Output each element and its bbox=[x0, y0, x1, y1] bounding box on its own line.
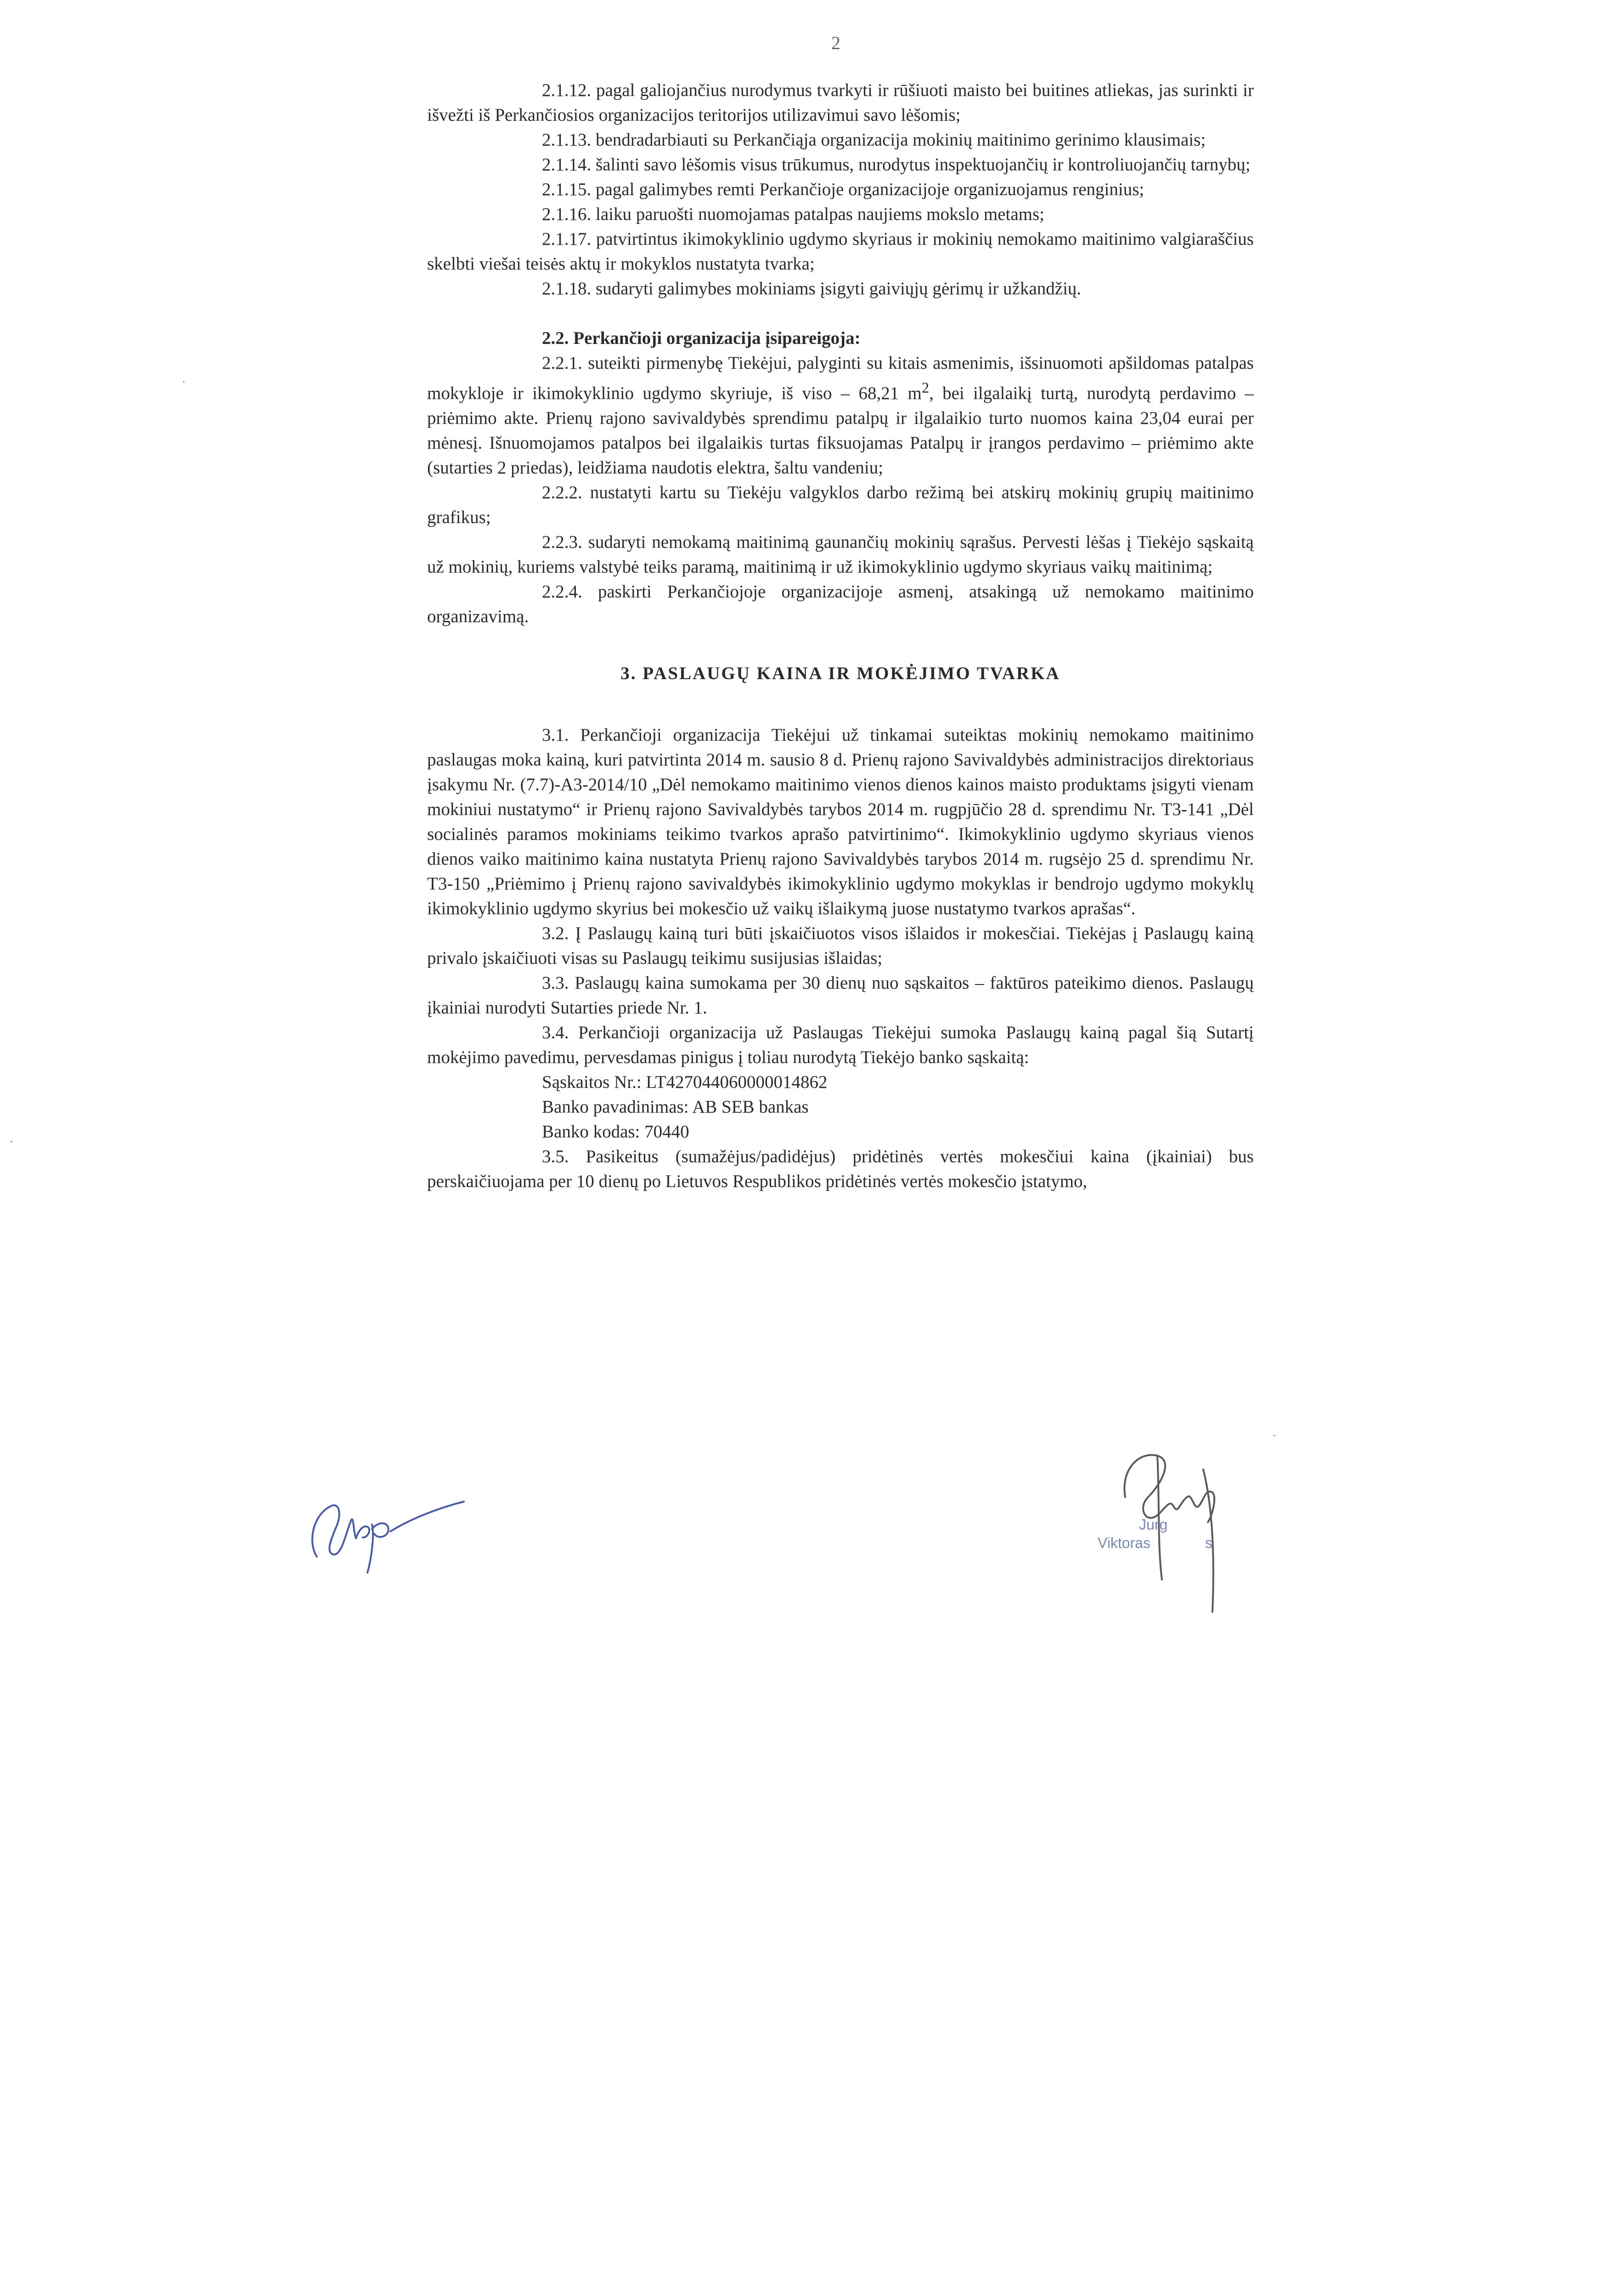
clause-2-1-16: 2.1.16. laiku paruošti nuomojamas patalpas naujiems mokslo metams; bbox=[542, 204, 1044, 224]
clause-3-4: 3.4. Perkančioji organizacija už Paslaugas Tiekėjui sumoka Paslaugų kainą pagal šią Sutartį mokėjimo pavedimu, pervesdamas pinigus į toliau nurodytą Tiekėjo banko sąskaitą: bbox=[427, 1023, 1254, 1067]
margin-mark: · bbox=[1272, 1428, 1277, 1443]
page-number: 2 bbox=[831, 33, 840, 53]
clause-3-3: 3.3. Paslaugų kaina sumokama per 30 dienų nuo sąskaitos – faktūros pateikimo dienos. Paslaugų įkainiai nurodyti Sutarties priede Nr. 1. bbox=[427, 973, 1254, 1018]
clause-2-1-14: 2.1.14. šalinti savo lėšomis visus trūkumus, nurodytus inspektuojančių ir kontroliuojančių tarnybų; bbox=[542, 155, 1251, 174]
clause-3-2: 3.2. Į Paslaugų kainą turi būti įskaičiuotos visos išlaidos ir mokesčiai. Tiekėjas į Paslaugų kainą privalo įskaičiuoti visas su Paslaugų teikimu susijusias išlaidas; bbox=[427, 923, 1254, 968]
margin-mark: · bbox=[181, 374, 186, 389]
clause-2-2-2: 2.2.2. nustatyti kartu su Tiekėju valgyklos darbo režimą bei atskirų mokinių grupių maitinimo grafikus; bbox=[427, 483, 1254, 527]
stamp-line-2-tail: s bbox=[1205, 1535, 1212, 1551]
clause-3-1: 3.1. Perkančioji organizacija Tiekėjui už tinkamai suteiktas mokinių nemokamo maitinimo paslaugas moka kainą, kuri patvirtinta 2014 m. sausio 8 d. Prienų rajono Savivaldybės administracijos direktoriaus įsakymu Nr. (7.7)-A3-2014/10 „Dėl nemokamo maitinimo vienos dienos kainos maisto produktams įsigyti vienam mokiniui nustatymo“ ir Prienų rajono Savivaldybės tarybos 2014 m. rugpjūčio 28 d. sprendimu Nr. T3-141 „Dėl socialinės paramos mokiniams teikimo tvarkos aprašo patvirtinimo“. Ikimokyklinio ugdymo skyriaus vienos dienos vaiko maitinimo kaina nustatyta Prienų rajono Savivaldybės tarybos 2014 m. rugsėjo 25 d. sprendimu Nr. T3-150 „Priėmimo į Prienų rajono savivaldybės ikimokyklinio ugdymo mokyklas ir bendrojo ugdymo mokyklų ikimokyklinio ugdymo skyrius bei mokesčio už vaikų išlaikymą juose nustatymo tvarkos aprašas“. bbox=[427, 725, 1254, 918]
clause-2-1-12: 2.1.12. pagal galiojančius nurodymus tvarkyti ir rūšiuoti maisto bei buitines atliekas, jas surinkti ir išvežti iš Perkančiosios organizacijos teritorijos utilizavimui savo lėšomis; bbox=[427, 80, 1254, 125]
bank-account-line: Sąskaitos Nr.: LT427044060000014862 bbox=[542, 1072, 828, 1092]
bank-code-line: Banko kodas: 70440 bbox=[542, 1122, 689, 1142]
margin-mark: · bbox=[9, 1134, 14, 1149]
clause-2-2-1 bbox=[427, 351, 1254, 480]
document-body bbox=[427, 78, 1254, 1194]
stamp-line-2-name: Viktoras bbox=[1098, 1535, 1151, 1551]
clause-2-2-1-text-b: , bei ilgalaikį turtą, nurodytą perdavimo – priėmimo akte. Prienų rajono savivaldybės sprendimu patalpų ir ilgalaikio turto nuomos kaina 23,04 eurai per mėnesį. Išnuomojamos patalpos bei ilgalaikis turtas fiksuojamas Patalpų ir įrangos perdavimo – priėmimo akte (sutarties 2 priedas), leidžiama naudotis elektra, šaltu vandeniu; bbox=[427, 383, 1254, 478]
bank-name-line: Banko pavadinimas: AB SEB bankas bbox=[542, 1097, 809, 1117]
clause-2-2-1-superscript: 2 bbox=[921, 380, 930, 396]
clause-2-2-4: 2.2.4. paskirti Perkančiojoje organizacijoje asmenį, atsakingą už nemokamo maitinimo organizavimą. bbox=[427, 582, 1254, 626]
clause-2-2-1-text-a: 2.2.1. suteikti pirmenybę Tiekėjui, palyginti su kitais asmenimis, išsinuomoti apšildomas patalpas mokykloje ir ikimokyklinio ugdymo skyriuje, iš viso – 68,21 m bbox=[427, 353, 1254, 403]
clause-3-5: 3.5. Pasikeitus (sumažėjus/padidėjus) pridėtinės vertės mokesčiui kaina (įkainiai) bus perskaičiuojama per 10 dienų po Lietuvos Respublikos pridėtinės vertės mokesčio įstatymo, bbox=[427, 1147, 1254, 1191]
clause-2-1-15: 2.1.15. pagal galimybes remti Perkančioje organizacijoje organizuojamus renginius; bbox=[542, 180, 1144, 199]
subheading-2-2: 2.2. Perkančioji organizacija įsipareigoja: bbox=[542, 328, 861, 348]
clause-2-1-13: 2.1.13. bendradarbiauti su Perkančiąja organizacija mokinių maitinimo gerinimo klausimais; bbox=[542, 130, 1206, 150]
stamp-text bbox=[1098, 1515, 1212, 1552]
signature-left-icon bbox=[299, 1488, 473, 1580]
stamp-line-1: Jurg bbox=[1139, 1516, 1168, 1533]
clause-2-1-17: 2.1.17. patvirtintus ikimokyklinio ugdymo skyriaus ir mokinių nemokamo maitinimo valgiaraščius skelbti viešai teisės aktų ir mokyklos nustatyta tvarka; bbox=[427, 229, 1254, 274]
clause-2-2-3: 2.2.3. sudaryti nemokamą maitinimą gaunančių mokinių sąrašus. Pervesti lėšas į Tiekėjo sąskaitą už mokinių, kuriems valstybė teiks paramą, maitinimą ir už ikimokyklinio ugdymo skyriaus vaikų maitinimą; bbox=[427, 532, 1254, 577]
stamp-line-2 bbox=[1098, 1534, 1212, 1552]
clause-2-1-18: 2.1.18. sudaryti galimybes mokiniams įsigyti gaiviųjų gėrimų ir užkandžių. bbox=[542, 279, 1082, 298]
section-3-title: 3. PASLAUGŲ KAINA IR MOKĖJIMO TVARKA bbox=[620, 664, 1060, 683]
